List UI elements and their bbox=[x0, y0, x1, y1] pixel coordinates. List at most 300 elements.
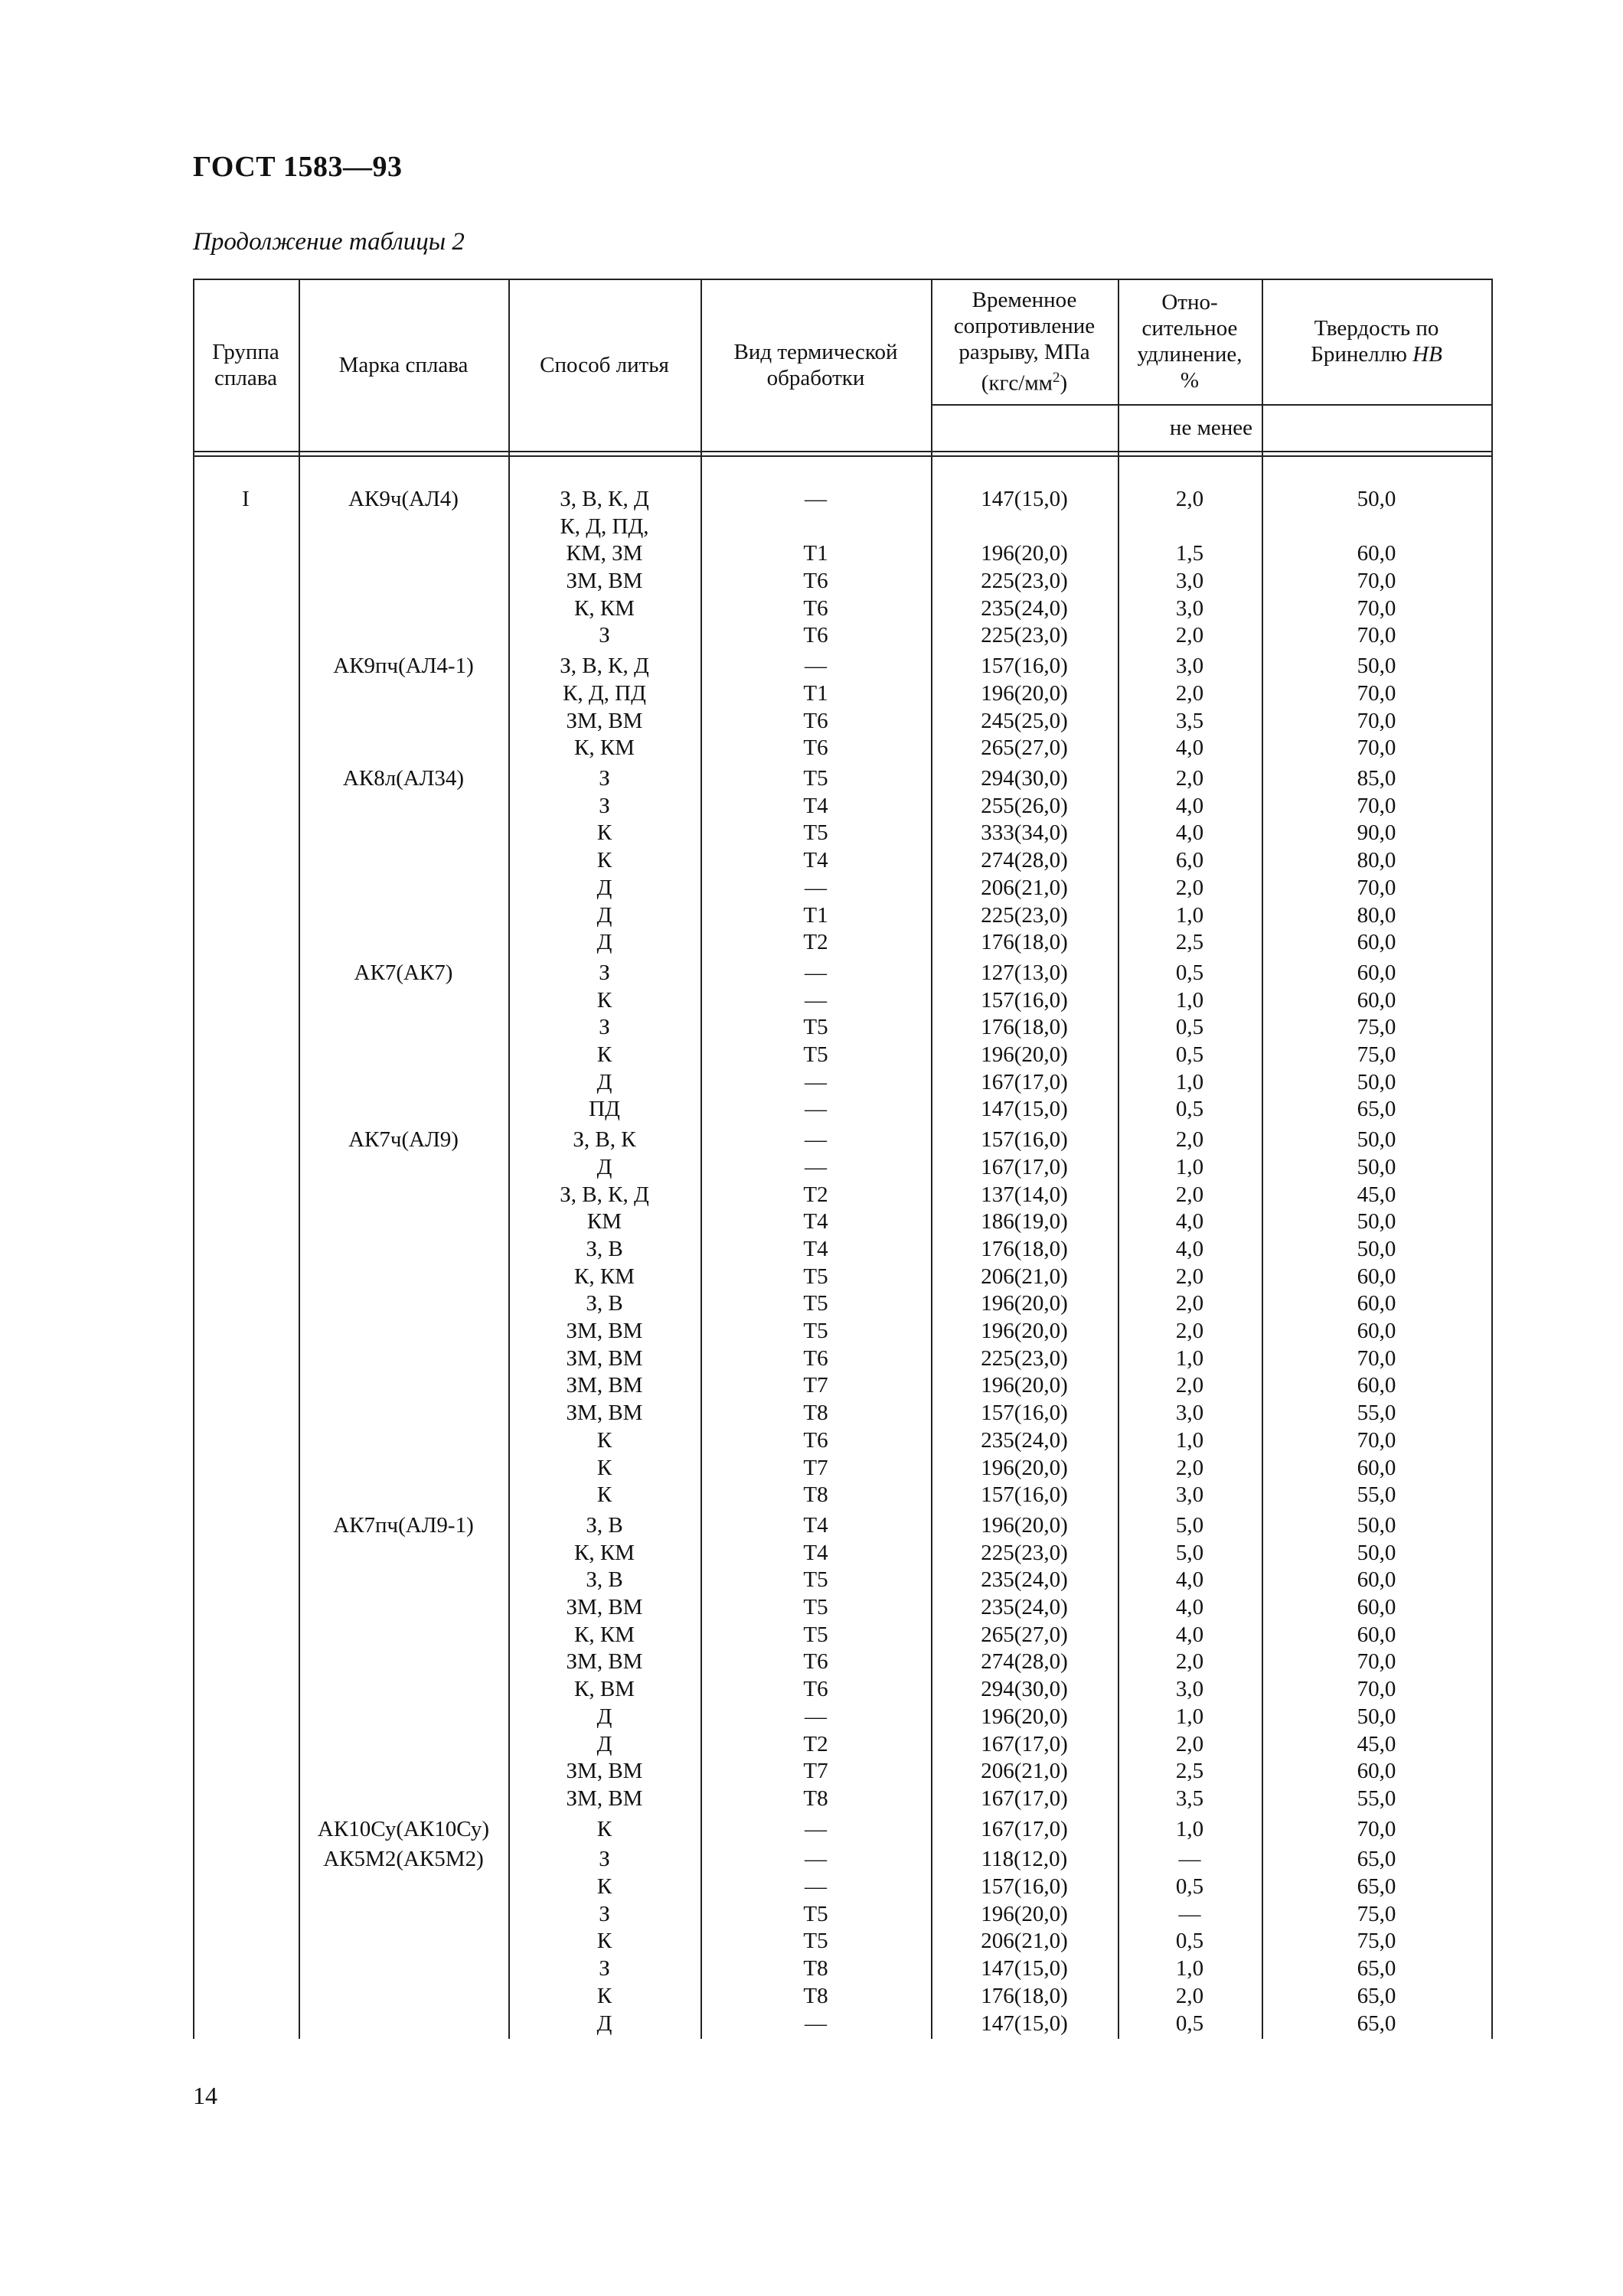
cell-casting: ЗМ, ВМ bbox=[566, 1373, 643, 1397]
cell-tensile: 196(20,0) bbox=[981, 1704, 1068, 1729]
cell-group bbox=[193, 765, 299, 792]
cell-casting: К, КМ bbox=[574, 735, 635, 760]
cell-alloy: АК9пч(АЛ4-1) bbox=[333, 654, 474, 678]
cell-hb: 55,0 bbox=[1357, 1482, 1396, 1507]
cell-alloy bbox=[299, 1982, 508, 2010]
cell-tensile: 206(21,0) bbox=[981, 1264, 1068, 1289]
cell-alloy bbox=[299, 1153, 508, 1181]
cell-heat: — bbox=[805, 1847, 827, 1871]
cell-heat: Т4 bbox=[803, 848, 828, 872]
cell-alloy bbox=[299, 595, 508, 622]
table-caption: Продолжение таблицы 2 bbox=[193, 228, 465, 256]
cell-heat: Т6 bbox=[803, 1649, 828, 1674]
cell-hb: 80,0 bbox=[1357, 848, 1396, 872]
cell-heat: Т2 bbox=[803, 1732, 828, 1756]
cell-heat: Т8 bbox=[803, 1984, 828, 2008]
cell-alloy bbox=[299, 792, 508, 820]
cell-casting: Д bbox=[596, 1704, 612, 1729]
cell-elong: 2,0 bbox=[1175, 681, 1204, 706]
cell-alloy bbox=[299, 2010, 508, 2037]
cell-group bbox=[193, 846, 299, 874]
cell-group bbox=[193, 1345, 299, 1372]
cell-casting: З, В bbox=[586, 1291, 623, 1316]
cell-casting: КМ bbox=[586, 1209, 622, 1234]
cell-tensile: 157(16,0) bbox=[981, 1127, 1068, 1152]
cell-casting: К, Д, ПД, bbox=[560, 514, 649, 539]
cell-tensile: 196(20,0) bbox=[981, 1319, 1068, 1343]
cell-casting: З bbox=[599, 766, 610, 791]
cell-group bbox=[193, 1041, 299, 1068]
cell-heat: Т2 bbox=[803, 1182, 828, 1207]
cell-elong: 0,5 bbox=[1175, 1015, 1204, 1039]
cell-hb: 70,0 bbox=[1357, 569, 1396, 593]
cell-alloy: АК10Су(АК10Су) bbox=[317, 1817, 490, 1841]
cell-elong: 4,0 bbox=[1175, 820, 1204, 845]
cell-alloy: АК9ч(АЛ4) bbox=[348, 487, 459, 511]
cell-elong: 3,0 bbox=[1175, 1401, 1204, 1425]
cell-heat: Т5 bbox=[803, 1319, 828, 1343]
cell-casting: К bbox=[596, 988, 612, 1013]
cell-elong: 0,5 bbox=[1175, 1097, 1204, 1121]
cell-tensile: 147(15,0) bbox=[981, 1097, 1068, 1121]
cell-heat: Т8 bbox=[803, 1786, 828, 1811]
cell-alloy bbox=[299, 513, 508, 540]
cell-group bbox=[193, 1815, 299, 1843]
cell-alloy bbox=[299, 1955, 508, 1982]
cell-casting: ЗМ, ВМ bbox=[566, 569, 643, 593]
cell-group bbox=[193, 680, 299, 707]
cell-group bbox=[193, 1095, 299, 1123]
cell-tensile: 235(24,0) bbox=[981, 1567, 1068, 1592]
cell-elong: 2,0 bbox=[1175, 1264, 1204, 1289]
cell-tensile: 186(19,0) bbox=[981, 1209, 1068, 1234]
cell-alloy bbox=[299, 1900, 508, 1928]
cell-casting: Д bbox=[596, 930, 612, 954]
cell-elong: 2,0 bbox=[1175, 623, 1204, 647]
cell-casting: ЗМ, ВМ bbox=[566, 1319, 643, 1343]
cell-group bbox=[193, 567, 299, 595]
cell-hb: 70,0 bbox=[1357, 1677, 1396, 1701]
cell-group bbox=[193, 1539, 299, 1567]
cell-group bbox=[193, 1481, 299, 1508]
cell-group bbox=[193, 1900, 299, 1928]
cell-heat: — bbox=[805, 1097, 827, 1121]
cell-casting: К, ВМ bbox=[574, 1677, 635, 1701]
tensile-label-line2: сопротивление bbox=[953, 313, 1096, 338]
header-bottom-rule-double bbox=[193, 455, 1493, 457]
cell-tensile: 196(20,0) bbox=[981, 1042, 1068, 1067]
cell-hb: 50,0 bbox=[1357, 1541, 1396, 1565]
cell-casting: Д bbox=[596, 1732, 612, 1756]
cell-alloy bbox=[299, 874, 508, 902]
cell-alloy: АК7пч(АЛ9-1) bbox=[333, 1513, 474, 1538]
cell-heat: — bbox=[805, 988, 827, 1013]
hardness-label-text: Твердость по Бринеллю bbox=[1311, 316, 1439, 367]
cell-hb: 70,0 bbox=[1357, 596, 1396, 621]
cell-group bbox=[193, 595, 299, 622]
cell-hb: 70,0 bbox=[1357, 1649, 1396, 1674]
cell-tensile: 196(20,0) bbox=[981, 1291, 1068, 1316]
cell-casting: З, В bbox=[586, 1513, 623, 1538]
cell-tensile: 167(17,0) bbox=[981, 1732, 1068, 1756]
cell-group bbox=[193, 1873, 299, 1900]
cell-tensile: 225(23,0) bbox=[981, 623, 1068, 647]
tensile-label-line3: разрыву, МПа bbox=[958, 339, 1090, 364]
cell-heat: — bbox=[805, 487, 827, 511]
cell-hb: 70,0 bbox=[1357, 1346, 1396, 1371]
cell-heat: Т5 bbox=[803, 1015, 828, 1039]
cell-hb: 60,0 bbox=[1357, 1373, 1396, 1397]
cell-heat: Т6 bbox=[803, 596, 828, 621]
table-border-right bbox=[1491, 279, 1493, 2039]
cell-heat: — bbox=[805, 2011, 827, 2036]
cell-hb: 75,0 bbox=[1357, 1015, 1396, 1039]
cell-heat: Т4 bbox=[803, 794, 828, 818]
column-header-heat-label: Вид термической обработки bbox=[733, 340, 898, 390]
cell-group bbox=[193, 1845, 299, 1873]
cell-alloy bbox=[299, 819, 508, 846]
cell-tensile: 147(15,0) bbox=[981, 1956, 1068, 1981]
column-header-alloy bbox=[299, 279, 508, 452]
cell-alloy bbox=[299, 1703, 508, 1730]
cell-casting: З, В bbox=[586, 1567, 623, 1592]
cell-elong: 1,0 bbox=[1175, 1704, 1204, 1729]
cell-alloy bbox=[299, 902, 508, 929]
cell-group bbox=[193, 1427, 299, 1454]
cell-tensile: 294(30,0) bbox=[981, 766, 1068, 791]
cell-alloy: АК7ч(АЛ9) bbox=[348, 1127, 459, 1152]
cell-casting: З, В, К, Д bbox=[560, 1182, 649, 1207]
cell-hb: 50,0 bbox=[1357, 1155, 1396, 1179]
cell-hb: 75,0 bbox=[1357, 1042, 1396, 1067]
cell-tensile: 196(20,0) bbox=[981, 1456, 1068, 1480]
cell-hb: 70,0 bbox=[1357, 681, 1396, 706]
cell-elong: 2,0 bbox=[1175, 1291, 1204, 1316]
cell-elong: 1,0 bbox=[1175, 903, 1204, 928]
cell-elong: 5,0 bbox=[1175, 1541, 1204, 1565]
cell-alloy bbox=[299, 680, 508, 707]
cell-heat: Т5 bbox=[803, 1567, 828, 1592]
cell-alloy bbox=[299, 1208, 508, 1235]
tensile-label-units bbox=[981, 365, 1067, 396]
cell-group bbox=[193, 621, 299, 649]
cell-alloy bbox=[299, 540, 508, 567]
cell-elong: 2,5 bbox=[1175, 1759, 1204, 1783]
cell-casting: К bbox=[596, 1817, 612, 1841]
cell-alloy bbox=[299, 1317, 508, 1345]
cell-group bbox=[193, 1317, 299, 1345]
cell-casting: З bbox=[599, 1956, 610, 1981]
cell-alloy bbox=[299, 1263, 508, 1290]
cell-group bbox=[193, 1208, 299, 1235]
cell-tensile: 137(14,0) bbox=[981, 1182, 1068, 1207]
column-header-group-label: Группа сплава bbox=[212, 340, 279, 390]
cell-group bbox=[193, 1621, 299, 1649]
cell-heat bbox=[700, 513, 931, 540]
cell-heat: Т5 bbox=[803, 1902, 828, 1926]
cell-casting: З bbox=[599, 1902, 610, 1926]
column-header-heat-treatment bbox=[700, 279, 931, 452]
cell-casting: Д bbox=[596, 2011, 612, 2036]
tensile-units-text: (кгс/мм bbox=[981, 370, 1053, 396]
cell-alloy bbox=[299, 1041, 508, 1068]
cell-alloy bbox=[299, 1427, 508, 1454]
cell-hb: 65,0 bbox=[1357, 2011, 1396, 2036]
cell-hb: 75,0 bbox=[1357, 1902, 1396, 1926]
cell-hb: 50,0 bbox=[1357, 1513, 1396, 1538]
cell-elong: 0,5 bbox=[1175, 1874, 1204, 1899]
cell-casting: З, В, К bbox=[573, 1127, 636, 1152]
cell-group bbox=[193, 1675, 299, 1703]
cell-elong: 3,0 bbox=[1175, 596, 1204, 621]
cell-alloy bbox=[299, 1539, 508, 1567]
cell-elong: 0,5 bbox=[1175, 2011, 1204, 2036]
min-value-label-text: не менее bbox=[1169, 416, 1253, 440]
cell-group bbox=[193, 1785, 299, 1812]
cell-casting: К bbox=[596, 1929, 612, 1953]
cell-casting: З, В bbox=[586, 1237, 623, 1261]
cell-hb bbox=[1262, 513, 1491, 540]
cell-heat: Т8 bbox=[803, 1482, 828, 1507]
cell-hb: 50,0 bbox=[1357, 487, 1396, 511]
cell-hb: 60,0 bbox=[1357, 541, 1396, 566]
cell-tensile: 176(18,0) bbox=[981, 930, 1068, 954]
cell-tensile: 157(16,0) bbox=[981, 1401, 1068, 1425]
cell-tensile: 225(23,0) bbox=[981, 569, 1068, 593]
cell-heat: — bbox=[805, 1155, 827, 1179]
cell-tensile: 206(21,0) bbox=[981, 1929, 1068, 1953]
cell-hb: 50,0 bbox=[1357, 1704, 1396, 1729]
cell-heat: Т4 bbox=[803, 1513, 828, 1538]
cell-heat: — bbox=[805, 1704, 827, 1729]
cell-elong: 4,0 bbox=[1175, 1209, 1204, 1234]
cell-casting: Д bbox=[596, 876, 612, 900]
cell-tensile: 225(23,0) bbox=[981, 1541, 1068, 1565]
cell-casting: Д bbox=[596, 1155, 612, 1179]
cell-hb: 65,0 bbox=[1357, 1984, 1396, 2008]
cell-hb: 60,0 bbox=[1357, 930, 1396, 954]
cell-group bbox=[193, 928, 299, 956]
cell-elong: 0,5 bbox=[1175, 1929, 1204, 1953]
cell-hb: 65,0 bbox=[1357, 1097, 1396, 1121]
cell-heat: Т5 bbox=[803, 1264, 828, 1289]
cell-group bbox=[193, 652, 299, 680]
cell-alloy bbox=[299, 734, 508, 762]
cell-group bbox=[193, 1290, 299, 1317]
cell-tensile: 147(15,0) bbox=[981, 2011, 1068, 2036]
cell-casting: З bbox=[599, 623, 610, 647]
cell-heat: — bbox=[805, 1874, 827, 1899]
cell-group bbox=[193, 1927, 299, 1955]
cell-heat: Т6 bbox=[803, 623, 828, 647]
cell-casting: Д bbox=[596, 1070, 612, 1094]
column-header-alloy-label: Марка сплава bbox=[338, 353, 469, 377]
cell-group bbox=[193, 1235, 299, 1263]
cell-group bbox=[193, 1371, 299, 1399]
cell-tensile: 206(21,0) bbox=[981, 1759, 1068, 1783]
cell-elong: 1,0 bbox=[1175, 1070, 1204, 1094]
cell-tensile: 225(23,0) bbox=[981, 903, 1068, 928]
cell-tensile: 157(16,0) bbox=[981, 1874, 1068, 1899]
cell-group bbox=[193, 1068, 299, 1096]
cell-group bbox=[193, 1181, 299, 1208]
cell-group bbox=[193, 1648, 299, 1675]
cell-elong: 3,0 bbox=[1175, 569, 1204, 593]
cell-hb: 60,0 bbox=[1357, 1456, 1396, 1480]
cell-alloy bbox=[299, 1621, 508, 1649]
cell-casting: К, Д, ПД bbox=[563, 681, 646, 706]
cell-elong: — bbox=[1178, 1902, 1201, 1926]
cell-tensile: 196(20,0) bbox=[981, 1513, 1068, 1538]
cell-elong: 1,0 bbox=[1175, 1956, 1204, 1981]
document-header: ГОСТ 1583—93 bbox=[193, 151, 403, 183]
cell-heat: Т7 bbox=[803, 1373, 828, 1397]
cell-alloy: АК7(АК7) bbox=[354, 960, 453, 985]
cell-hb: 80,0 bbox=[1357, 903, 1396, 928]
cell-alloy bbox=[299, 1345, 508, 1372]
cell-casting: К, КМ bbox=[574, 1623, 635, 1647]
cell-alloy: АК8л(АЛ34) bbox=[342, 766, 465, 791]
cell-hb: 65,0 bbox=[1357, 1847, 1396, 1871]
cell-alloy bbox=[299, 621, 508, 649]
cell-hb: 70,0 bbox=[1357, 794, 1396, 818]
column-header-tensile bbox=[931, 279, 1118, 404]
cell-heat: Т6 bbox=[803, 569, 828, 593]
cell-casting: К bbox=[596, 1042, 612, 1067]
hardness-symbol: HB bbox=[1412, 342, 1442, 367]
cell-alloy bbox=[299, 1927, 508, 1955]
cell-group bbox=[193, 1013, 299, 1041]
cell-heat: Т4 bbox=[803, 1237, 828, 1261]
cell-hb: 60,0 bbox=[1357, 1595, 1396, 1619]
cell-casting: З bbox=[599, 960, 610, 985]
cell-hb: 50,0 bbox=[1357, 654, 1396, 678]
cell-hb: 55,0 bbox=[1357, 1401, 1396, 1425]
cell-casting: ЗМ, ВМ bbox=[566, 1595, 643, 1619]
cell-casting: К bbox=[596, 820, 612, 845]
cell-alloy bbox=[299, 1593, 508, 1621]
cell-heat: Т5 bbox=[803, 1929, 828, 1953]
cell-group bbox=[193, 1566, 299, 1593]
tensile-units-close: ) bbox=[1060, 370, 1068, 396]
cell-group bbox=[193, 1955, 299, 1982]
column-header-group bbox=[193, 279, 299, 452]
cell-heat: Т5 bbox=[803, 1291, 828, 1316]
cell-elong: 4,0 bbox=[1175, 1567, 1204, 1592]
cell-casting: ЗМ, ВМ bbox=[566, 1346, 643, 1371]
cell-casting: ЗМ, ВМ bbox=[566, 1759, 643, 1783]
cell-alloy bbox=[299, 1648, 508, 1675]
cell-heat: Т5 bbox=[803, 1595, 828, 1619]
cell-hb: 50,0 bbox=[1357, 1070, 1396, 1094]
cell-heat: Т5 bbox=[803, 820, 828, 845]
cell-tensile: 235(24,0) bbox=[981, 596, 1068, 621]
cell-hb: 50,0 bbox=[1357, 1127, 1396, 1152]
cell-elong: 4,0 bbox=[1175, 1623, 1204, 1647]
cell-alloy bbox=[299, 1068, 508, 1096]
cell-hb: 70,0 bbox=[1357, 735, 1396, 760]
cell-group bbox=[193, 1730, 299, 1758]
cell-group bbox=[193, 1454, 299, 1482]
cell-casting: К bbox=[596, 1428, 612, 1453]
cell-heat: — bbox=[805, 960, 827, 985]
cell-tensile: 196(20,0) bbox=[981, 1373, 1068, 1397]
tensile-units-superscript: 2 bbox=[1053, 369, 1060, 386]
cell-tensile: 167(17,0) bbox=[981, 1817, 1068, 1841]
cell-group bbox=[193, 1399, 299, 1427]
cell-elong: 6,0 bbox=[1175, 848, 1204, 872]
cell-elong bbox=[1118, 513, 1262, 540]
cell-casting: З bbox=[599, 1015, 610, 1039]
cell-elong: 2,0 bbox=[1175, 1319, 1204, 1343]
cell-elong: 1,0 bbox=[1175, 988, 1204, 1013]
cell-group bbox=[193, 959, 299, 987]
cell-heat: Т1 bbox=[803, 681, 828, 706]
cell-elong: 3,0 bbox=[1175, 654, 1204, 678]
cell-hb: 70,0 bbox=[1357, 1817, 1396, 1841]
cell-tensile: 196(20,0) bbox=[981, 681, 1068, 706]
cell-casting: К, КМ bbox=[574, 1541, 635, 1565]
cell-group bbox=[193, 734, 299, 762]
column-header-elongation bbox=[1118, 279, 1262, 404]
cell-hb: 45,0 bbox=[1357, 1732, 1396, 1756]
cell-casting: К, КМ bbox=[574, 1264, 635, 1289]
cell-group bbox=[193, 1512, 299, 1539]
cell-hb: 85,0 bbox=[1357, 766, 1396, 791]
cell-tensile: 127(13,0) bbox=[981, 960, 1068, 985]
cell-elong: 2,0 bbox=[1175, 1732, 1204, 1756]
cell-elong: 2,0 bbox=[1175, 1456, 1204, 1480]
cell-casting: З, В, К, Д bbox=[560, 487, 649, 511]
cell-tensile: 167(17,0) bbox=[981, 1070, 1068, 1094]
cell-group bbox=[193, 540, 299, 567]
cell-tensile: 167(17,0) bbox=[981, 1786, 1068, 1811]
cell-elong: 5,0 bbox=[1175, 1513, 1204, 1538]
cell-tensile: 235(24,0) bbox=[981, 1595, 1068, 1619]
cell-tensile: 235(24,0) bbox=[981, 1428, 1068, 1453]
cell-hb: 70,0 bbox=[1357, 876, 1396, 900]
cell-heat: Т5 bbox=[803, 1623, 828, 1647]
column-header-casting-label: Способ литья bbox=[540, 353, 669, 377]
cell-alloy bbox=[299, 987, 508, 1014]
cell-tensile: 333(34,0) bbox=[981, 820, 1068, 845]
cell-alloy bbox=[299, 1181, 508, 1208]
cell-casting: ЗМ, ВМ bbox=[566, 1401, 643, 1425]
cell-tensile bbox=[931, 513, 1118, 540]
cell-heat: Т7 bbox=[803, 1759, 828, 1783]
cell-tensile: 265(27,0) bbox=[981, 1623, 1068, 1647]
cell-hb: 60,0 bbox=[1357, 1759, 1396, 1783]
cell-tensile: 245(25,0) bbox=[981, 709, 1068, 733]
cell-tensile: 196(20,0) bbox=[981, 541, 1068, 566]
cell-heat: Т4 bbox=[803, 1541, 828, 1565]
cell-alloy bbox=[299, 1566, 508, 1593]
cell-alloy bbox=[299, 1757, 508, 1785]
cell-heat: Т6 bbox=[803, 1428, 828, 1453]
cell-heat: — bbox=[805, 1070, 827, 1094]
cell-alloy bbox=[299, 1785, 508, 1812]
cell-alloy bbox=[299, 1454, 508, 1482]
cell-elong: 3,5 bbox=[1175, 1786, 1204, 1811]
cell-tensile: 147(15,0) bbox=[981, 487, 1068, 511]
cell-group bbox=[193, 902, 299, 929]
cell-heat: Т6 bbox=[803, 1677, 828, 1701]
cell-alloy bbox=[299, 707, 508, 735]
cell-elong: 3,5 bbox=[1175, 709, 1204, 733]
cell-tensile: 274(28,0) bbox=[981, 1649, 1068, 1674]
cell-group bbox=[193, 1126, 299, 1153]
cell-tensile: 118(12,0) bbox=[981, 1847, 1068, 1871]
